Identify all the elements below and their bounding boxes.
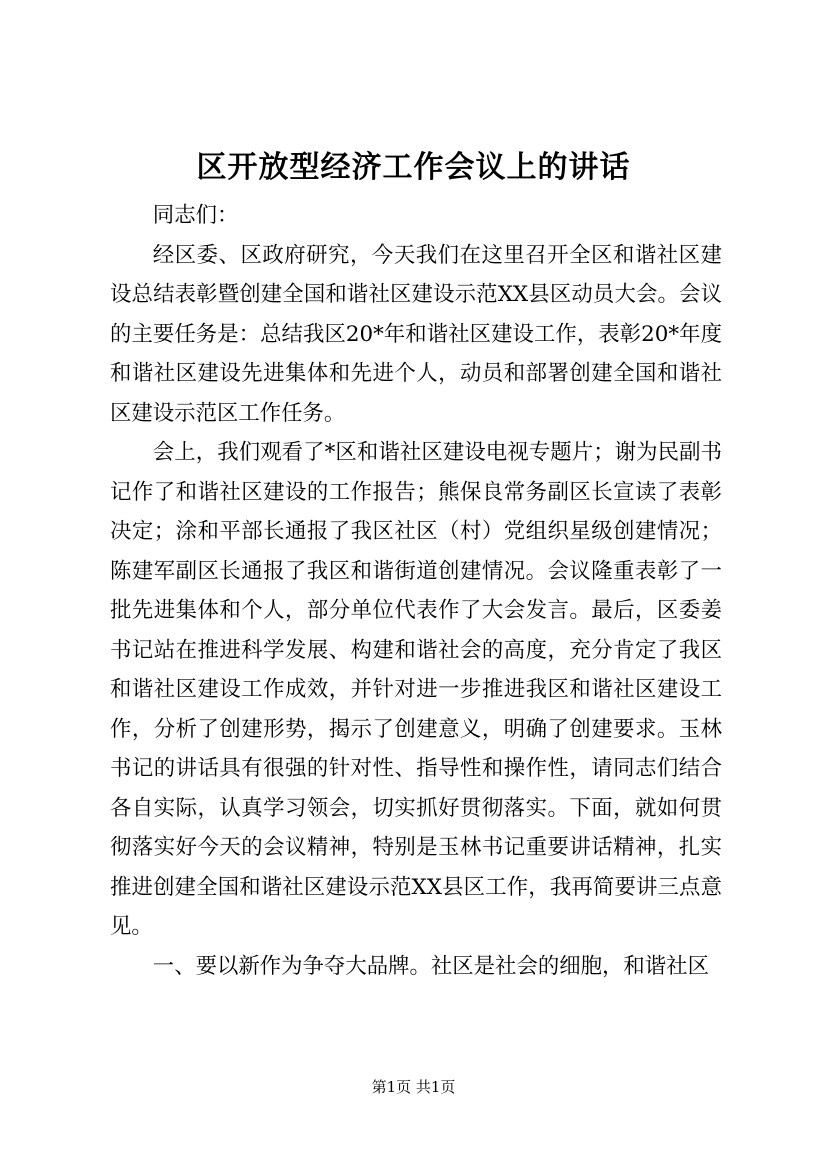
document-title: 区开放型经济工作会议上的讲话 bbox=[196, 150, 631, 185]
body-paragraph: 一、要以新作为争夺大品牌。社区是社会的细胞，和谐社区 bbox=[152, 953, 709, 979]
document-body bbox=[110, 196, 722, 986]
page-footer: 第1页 共1页 bbox=[371, 1078, 456, 1096]
body-paragraph: 经区委、区政府研究，今天我们在这里召开全区和谐社区建设总结表彰暨创建全国和谐社区建设示范XX县区动员大会。会议的主要任务是：总结我区20*年和谐社区建设工作，表彰20*年度和谐社区建设先进集体和先进个人，动员和部署创建全国和谐社区建设示范区工作任务。 bbox=[110, 242, 722, 426]
body-paragraph: 会上，我们观看了*区和谐社区建设电视专题片；谢为民副书记作了和谐社区建设的工作报告；熊保良常务副区长宣读了表彰决定；涂和平部长通报了我区社区（村）党组织星级创建情况；陈建军副区长通报了我区和谐街道创建情况。会议隆重表彰了一批先进集体和个人，部分单位代表作了大会发言。最后，区委姜书记站在推进科学发展、构建和谐社会的高度，充分肯定了我区和谐社区建设工作成效，并针对进一步推进我区和谐社区建设工作，分析了创建形势，揭示了创建意义，明确了创建要求。玉林书记的讲话具有很强的针对性、指导性和操作性，请同志们结合各自实际，认真学习领会，切实抓好贯彻落实。下面，就如何贯彻落实好今天的会议精神，特别是玉林书记重要讲话精神，扎实推进创建全国和谐社区建设示范XX县区工作，我再简要讲三点意见。 bbox=[110, 440, 722, 939]
salutation-paragraph: 同志们： bbox=[152, 203, 239, 228]
